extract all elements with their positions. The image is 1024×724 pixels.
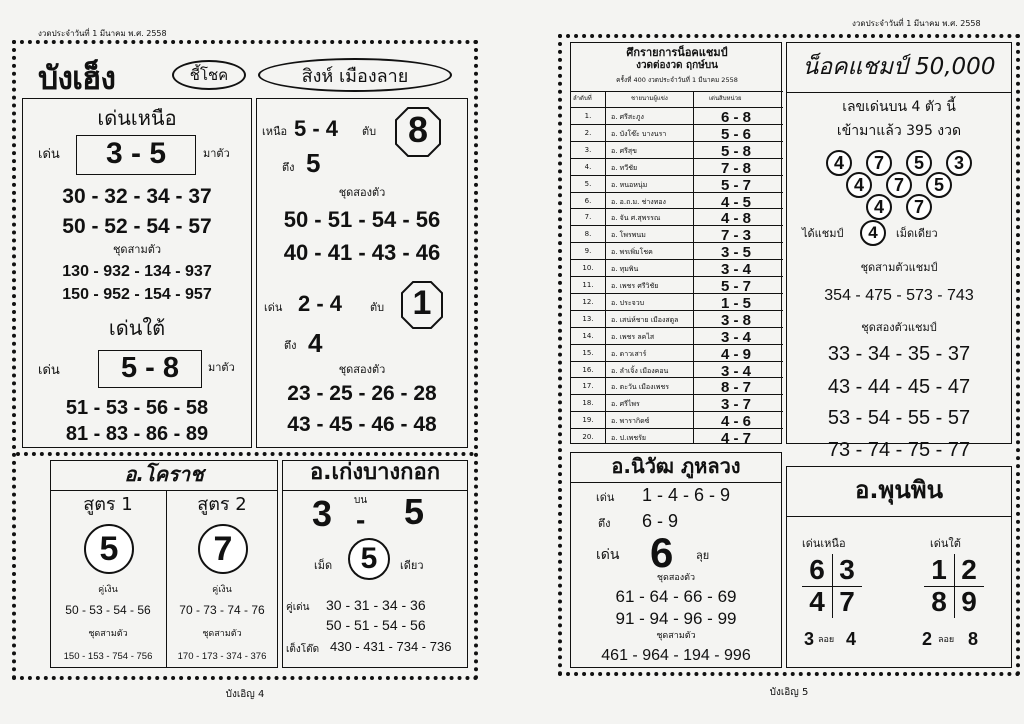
singh-top-teung-num: 5 [306,148,321,178]
korat-formula-2: สูตร 2 [197,494,247,515]
ranking-table [570,42,782,448]
right-header-date: งวดประจำวันที่ 1 มีนาคม พ.ศ. 2558 [852,19,981,28]
phunphin-south-label: เด่นใต้ [930,537,961,550]
triangle-value: 4 [833,152,844,173]
north-suffix: มาตัว [203,147,230,160]
table-row [571,107,783,124]
row-name: อ. บังโซ๊ะ บางนรา [611,129,667,138]
row-num: 3 - 5 [720,244,751,262]
row-no: 8. [584,230,592,239]
row-num: 4 - 9 [720,345,751,363]
singh-top-pair: 5 - 4 [294,116,339,141]
singh-bottom-tab: ตับ [370,301,385,314]
north-two-row-2: 50 - 52 - 54 - 57 [62,215,212,238]
singh-bottom-big: 1 [412,284,432,322]
triangle-circle [946,150,972,176]
keng-right-num: 5 [404,491,425,532]
singh-top-big: 8 [407,109,429,150]
table-row [571,225,783,245]
table-row [571,158,783,175]
korat-koo-row-2: 70 - 73 - 74 - 76 [179,603,265,617]
keng-title-line [282,490,468,491]
phunphin-left-a: 3 [804,629,815,649]
row-num: 4 - 7 [720,430,751,448]
triangle-value: 3 [953,152,964,173]
keng-circle [348,538,390,580]
row-name: อ. ศรีไพร [611,400,640,409]
korat-title: อ.โคราช [124,462,204,486]
knock-two-row-2: 43 - 44 - 45 - 47 [827,376,971,398]
singh-bottom-label: เด่น [264,301,283,314]
niwat-two-row-2: 91 - 94 - 96 - 99 [615,609,737,628]
row-no: 15. [582,348,594,357]
left-divider [16,452,474,456]
left-footer: บังเอิญ 4 [225,689,265,700]
phunphin-loy-2: ลอย [938,635,955,645]
row-name: อ. โพรพนม [611,231,646,240]
champ-left-label: ได้แชมป์ [802,227,844,240]
table-row [571,124,783,141]
row-name: อ. พรเพิ่มโชค [611,248,653,257]
korat-circle-2 [198,524,248,574]
table-row [571,293,783,310]
row-num: 3 - 4 [720,261,751,279]
triangle-circle [886,172,912,198]
table-title-3: ครั้งที่ 400 งวดประจำวันที่ 1 มีนาคม 2558 [616,76,738,84]
north-grid-cell: 6 [809,554,825,585]
south-grid-cell: 9 [961,586,977,617]
singh-bottom-pair: 2 - 4 [298,291,343,316]
korat-formula-1: สูตร 1 [83,494,133,515]
row-name: อ. ทุมพิน [611,265,639,274]
row-num: 5 - 8 [720,142,751,160]
chichok-badge [172,60,246,90]
row-num: 5 - 6 [720,125,751,143]
phunphin-north-label: เด่นเหนือ [802,537,846,550]
singh-set2b-row-2: 43 - 45 - 46 - 48 [287,413,437,436]
triangle-value: 4 [873,196,884,217]
singh-title-box [258,58,452,92]
north-three-row-2: 150 - 952 - 154 - 957 [62,286,212,303]
phunphin-loy-1: ลอย [818,635,835,645]
table-row [571,361,783,378]
knock-three-row: 354 - 475 - 573 - 743 [824,287,974,304]
table-row [571,344,783,361]
knock-two-label: ชุดสองตัวแชมป์ [861,321,937,334]
north-grid-cell: 3 [839,554,855,585]
singh-set2-row-1: 50 - 51 - 54 - 56 [283,207,441,232]
korat-koo-label-2: คู่เงิน [212,585,232,595]
triangle-circle [906,150,932,176]
korat-three-label-1: ชุดสามตัว [88,629,128,639]
korat-koo-row-1: 50 - 53 - 54 - 56 [65,603,151,617]
table-header [571,91,783,107]
phunphin-left-b: 4 [846,629,857,649]
row-num: 7 - 8 [720,159,751,177]
table-row [571,394,783,414]
table-col-line [605,91,606,443]
row-num: 4 - 8 [720,210,751,228]
niwat-title: อ.นิวัฒ ภูหลวง [611,454,741,478]
triangle-circle [906,194,932,220]
phunphin-right-a: 2 [922,629,933,649]
row-no: 20. [582,433,594,442]
triangle-circle [926,172,952,198]
row-no: 10. [582,264,594,273]
korat-circle-1-value: 5 [99,529,119,568]
keng-diao-label: เดียว [400,559,424,572]
niwat-teung-label: ตึง [598,517,611,530]
singh-set2-label: ชุดสองตัว [338,186,386,199]
row-num: 8 - 7 [720,379,751,397]
col-name-header: ชายนามผู้แข่ง [631,95,668,102]
knock-line-1: เลขเด่นบน 4 ตัว นี้ [842,99,956,115]
champ-right-label: เม็ดเดียว [896,227,938,240]
triangle-circle [866,150,892,176]
table-row [571,377,783,397]
south-grid [924,554,984,618]
niwat-two-label: ชุดสองตัว [656,573,696,583]
keng-dash: - [356,504,366,535]
row-name: อ. ลำเจิ้ง เมืองคอน [611,366,669,375]
south-den-label: เด่น [38,363,60,378]
south-grid-cell: 8 [931,586,947,617]
knock-line-2: เข้ามาแล้ว 395 งวด [836,123,962,139]
knock-title-line [786,92,1012,93]
south-main-pair: 5 - 8 [120,352,180,384]
singh-set2b-row-1: 23 - 25 - 26 - 28 [287,382,437,405]
row-no: 13. [582,314,594,323]
row-num: 5 - 7 [720,176,751,194]
row-no: 11. [582,281,594,289]
table-row [571,327,783,344]
korat-title-line [50,490,278,491]
row-num: 4 - 5 [720,193,751,211]
keng-left-num: 3 [312,493,333,534]
triangle-value: 7 [893,174,904,195]
korat-circle-2-value: 7 [213,529,233,568]
south-suffix: มาตัว [208,361,235,374]
row-num: 7 - 3 [720,227,751,245]
table-title-1: ศึกรายการน็อคแชมป์ [626,46,728,59]
singh-title: สิงห์ เมืองลาย [301,65,409,87]
triangle-circle [826,150,852,176]
row-name: อ. อ.ถ.ม. ช่างทอง [611,197,666,206]
korat-three-row-1: 150 - 153 - 754 - 756 [63,651,153,662]
singh-set2-row-2: 40 - 41 - 43 - 46 [283,240,441,265]
keng-met-label: เม็ด [314,559,333,572]
korat-koo-label-1: คู่เงิน [98,585,118,595]
row-no: 9. [584,247,592,256]
row-no: 18. [582,399,594,408]
niwat-den-label: เด่น [596,491,615,504]
triangle-circle [846,172,872,198]
south-two-row-2: 81 - 83 - 86 - 89 [65,423,209,445]
row-name: อ. ดาวเสาร์ [611,349,647,358]
table-row [571,276,783,293]
knock-two-row-1: 33 - 34 - 35 - 37 [827,343,971,365]
north-grid-cell: 7 [839,586,855,617]
niwat-den2-label: เด่น [596,547,620,563]
row-name: อ. จัน ศ.สุพรรณ [611,214,661,223]
singh-bottom-teung-num: 4 [308,328,323,358]
niwat-den-row: 1 - 4 - 6 - 9 [642,485,731,505]
row-num: 4 - 6 [720,413,751,431]
keng-tengtod-row: 430 - 431 - 734 - 736 [330,639,452,654]
row-num: 6 - 8 [720,109,751,126]
north-grid-cell: 4 [809,586,825,617]
row-no: 2. [584,128,592,137]
keng-circle-value: 5 [360,542,378,575]
north-title: เด่นเหนือ [97,106,177,130]
triangle-value: 4 [853,174,864,195]
col-no-header: ลำดับที่ [573,95,592,102]
table-row [571,242,783,262]
row-name: อ. ศรีสุข [611,146,637,155]
north-main-pair: 3 - 5 [105,137,167,170]
south-title: เด่นใต้ [108,316,166,340]
row-num: 3 - 7 [720,396,751,414]
row-name: อ. เพชร ลคไส [611,332,655,341]
keng-koo-row-1: 30 - 31 - 34 - 36 [326,597,426,613]
keng-tengtod-label: เต็งโต๊ด [286,644,320,655]
row-num: 3 - 8 [720,311,751,329]
row-no: 12. [582,297,594,306]
north-two-row-1: 30 - 32 - 34 - 37 [62,185,212,208]
row-no: 16. [582,365,594,374]
row-name: อ. พารากิดซ์ [611,417,650,426]
triangle-circle [866,194,892,220]
row-no: 14. [582,331,594,340]
north-grid [802,554,862,618]
knock-two-row-3: 53 - 54 - 55 - 57 [827,407,971,429]
table-col-line [693,91,694,443]
keng-title: อ.เก่งบางกอก [309,460,441,485]
table-row [571,175,783,192]
keng-koo-row-2: 50 - 51 - 54 - 56 [326,617,426,633]
row-no: 1. [584,112,592,120]
table-row [571,192,783,209]
knock-two-row-4: 73 - 74 - 75 - 77 [827,439,971,461]
keng-bon-label: บน [354,495,368,506]
korat-split [166,490,167,668]
row-name: อ. เพชร ศรีวิชัย [611,282,659,290]
phunphin-title: อ.พุนพิน [855,476,943,504]
row-num: 1 - 5 [720,294,751,312]
champ-circle [860,220,886,246]
korat-circle-1 [84,524,134,574]
phunphin-right-b: 8 [968,629,979,649]
table-row [571,141,783,158]
niwat-lui-label: ลุย [696,549,710,562]
knock-title: น็อคแชมป์ 50,000 [802,54,996,80]
south-two-row-1: 51 - 53 - 56 - 58 [65,397,209,419]
row-no: 4. [584,162,592,171]
niwat-two-row-1: 61 - 64 - 66 - 69 [615,587,737,606]
singh-top-tab: ตับ [362,125,377,138]
niwat-three-row: 461 - 964 - 194 - 996 [601,647,751,664]
triangle-value: 5 [933,174,944,195]
left-header-date: งวดประจำวันที่ 1 มีนาคม พ.ศ. 2558 [38,29,167,38]
col-num-header: เด่นสิบหน่วย [709,95,742,102]
table-row [571,310,783,327]
korat-three-label-2: ชุดสามตัว [202,629,242,639]
table-row [571,411,783,431]
keng-koo-den-label: คู่เด่น [286,602,310,613]
triangle-value: 7 [873,152,884,173]
north-den-label: เด่น [38,147,60,162]
row-name: อ. หนอหนุ่ม [611,180,648,189]
row-no: 7. [584,213,592,222]
row-no: 6. [584,196,592,205]
table-row [571,428,783,448]
row-no: 19. [582,416,594,425]
singh-set2b-label: ชุดสองตัว [338,363,386,376]
row-num: 3 - 4 [720,328,751,346]
singh-bottom-teung: ตึง [284,339,297,352]
row-no: 17. [582,382,594,391]
south-grid-cell: 2 [961,554,977,585]
row-name: อ. ศรีสะภูง [611,113,644,121]
bangheng-logo: บังเฮ็ง [38,59,116,97]
right-footer: บังเอิญ 5 [769,687,809,698]
triangle-value: 7 [913,196,924,217]
row-name: อ. ประจวบ [611,298,645,307]
south-grid-cell: 1 [931,554,947,585]
triangle-value: 5 [913,152,924,173]
chichok-label: ชี้โชค [189,66,229,84]
table-row [571,208,783,228]
singh-top-teung: ตึง [282,161,295,174]
niwat-teung-row: 6 - 9 [642,511,679,531]
niwat-title-line [570,482,782,483]
row-name: อ. ทวีชัย [611,163,638,172]
row-name: อ. ตะวัน เมืองเพชร [611,383,670,392]
korat-three-row-2: 170 - 173 - 374 - 376 [177,651,267,662]
row-no: 5. [584,179,592,188]
row-name: อ. เสน่ห์ชาย เมืองสตูล [611,315,679,324]
row-num: 3 - 4 [720,362,751,380]
row-no: 3. [584,145,592,154]
north-three-label: ชุดสามตัว [112,243,162,256]
phunphin-title-line [786,516,1012,517]
table-body [571,107,783,448]
singh-top-label: เหนือ [262,125,288,138]
right-page [512,0,1024,724]
knock-three-label: ชุดสามตัวแชมป์ [860,261,938,274]
north-three-row-1: 130 - 932 - 134 - 937 [62,263,212,280]
number-triangle [786,150,1012,230]
row-name: อ. ป.เพชรัย [611,434,646,443]
niwat-big: 6 [650,529,674,576]
table-title-2: งวดต่องวด ฤกษ์บน [636,60,718,71]
row-num: 5 - 7 [720,278,751,295]
table-row [571,259,783,279]
champ-circle-value: 4 [868,223,878,242]
niwat-three-label: ชุดสามตัว [656,631,696,641]
